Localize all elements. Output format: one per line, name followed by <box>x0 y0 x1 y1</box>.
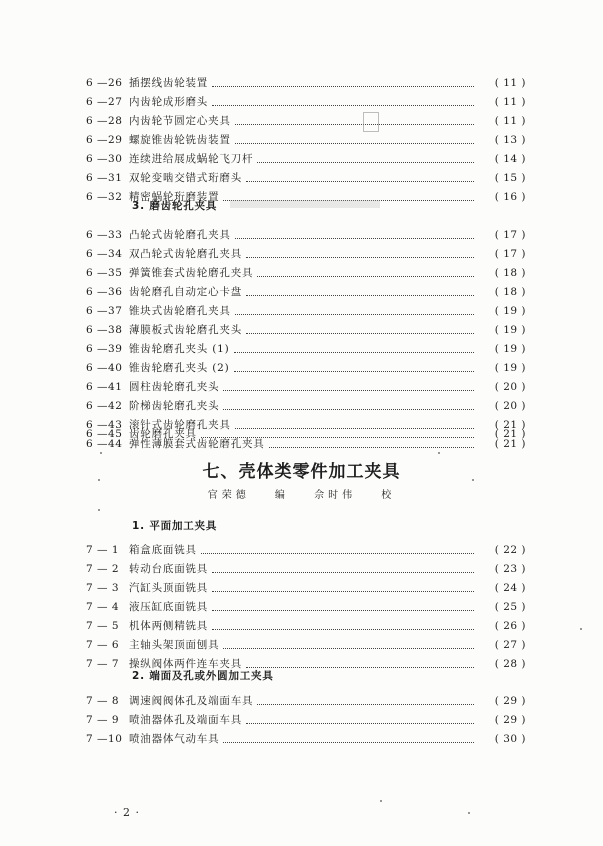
toc-entry <box>86 226 526 244</box>
leader-dots <box>246 256 474 258</box>
entry-number: 6 —31 <box>86 172 123 184</box>
entry-number: 6 —35 <box>86 267 123 279</box>
leader-dots <box>234 370 474 372</box>
toc-entry <box>86 579 526 597</box>
entry-page: ( 18 ) <box>494 267 526 279</box>
leader-dots <box>212 609 474 611</box>
entry-title: 滚针式齿轮磨孔夹具 <box>129 419 231 431</box>
entry-page: ( 15 ) <box>494 172 526 184</box>
entry-title: 薄膜板式齿轮磨孔夹头 <box>129 324 242 336</box>
entry-number: 6 —40 <box>86 362 123 374</box>
leader-dots <box>246 332 474 334</box>
entry-page: ( 19 ) <box>494 343 526 355</box>
toc-entry <box>86 74 526 92</box>
entry-title: 锥齿轮磨孔夹头 (1) <box>129 343 230 355</box>
entry-number: 6 —41 <box>86 381 123 393</box>
entry-page: ( 25 ) <box>494 601 526 613</box>
entry-number: 6 —37 <box>86 305 123 317</box>
entry-title: 双凸轮式齿轮磨孔夹具 <box>129 248 242 260</box>
entry-number: 6 —36 <box>86 286 123 298</box>
entry-title: 内齿轮节圆定心夹具 <box>129 115 231 127</box>
leader-dots <box>257 275 474 277</box>
leader-dots <box>212 571 474 573</box>
entry-title: 齿轮磨孔夹具 <box>129 428 197 440</box>
toc-entry <box>86 131 526 149</box>
entry-page: ( 23 ) <box>494 563 526 575</box>
toc-entry <box>86 169 526 187</box>
scan-speck <box>580 628 582 630</box>
entry-number: 6 —30 <box>86 153 123 165</box>
leader-dots <box>246 666 474 668</box>
entry-page: ( 13 ) <box>494 134 526 146</box>
toc-entry <box>86 93 526 111</box>
entry-title: 箱盒底面铣具 <box>129 544 197 556</box>
entry-title: 精密蜗轮珩磨装置 <box>129 191 220 203</box>
entry-page: ( 16 ) <box>494 191 526 203</box>
editors-line: 官荣德 编 佘时伟 校 <box>207 490 396 501</box>
toc-entry <box>86 321 526 339</box>
page-number: · 2 · <box>114 806 140 819</box>
leader-dots <box>223 741 474 743</box>
entry-title: 弹性薄膜套式齿轮磨孔夹具 <box>129 438 265 450</box>
entry-number: 6 —39 <box>86 343 123 355</box>
entry-number: 6 —28 <box>86 115 123 127</box>
entry-title: 液压缸底面铣具 <box>129 601 209 613</box>
leader-dots <box>235 237 474 239</box>
entry-page: ( 20 ) <box>494 400 526 412</box>
leader-dots <box>212 85 474 87</box>
entry-number: 6 —38 <box>86 324 123 336</box>
scan-speck <box>438 452 440 454</box>
entry-title: 凸轮式齿轮磨孔夹具 <box>129 229 231 241</box>
entry-number: 6 —32 <box>86 191 123 203</box>
toc-entry <box>86 560 526 578</box>
toc-entry <box>86 730 526 748</box>
entry-number: 6 —34 <box>86 248 123 260</box>
entry-number: 7 — 1 <box>86 544 120 556</box>
entry-page: ( 24 ) <box>494 582 526 594</box>
leader-dots <box>212 104 474 106</box>
entry-page: ( 29 ) <box>494 714 526 726</box>
entry-title: 喷油器体气动车具 <box>129 733 220 745</box>
entry-number: 6 —42 <box>86 400 123 412</box>
entry-title: 操纵阀体两件连车夹具 <box>129 658 242 670</box>
entry-number: 7 — 5 <box>86 620 120 632</box>
entry-title: 喷油器体孔及端面车具 <box>129 714 242 726</box>
entry-number: 6 —26 <box>86 77 123 89</box>
entry-title: 调速阀阀体孔及端面车具 <box>129 695 254 707</box>
leader-dots <box>257 703 474 705</box>
scan-speck <box>98 509 100 511</box>
entry-title: 弹簧锥套式齿轮磨孔夹具 <box>129 267 254 279</box>
toc-entry <box>86 112 526 130</box>
entry-number: 7 — 6 <box>86 639 120 651</box>
entry-page: ( 19 ) <box>494 362 526 374</box>
entry-title: 插摆线齿轮装置 <box>129 77 209 89</box>
scan-speck <box>472 479 474 481</box>
entry-title: 锥块式齿轮磨孔夹具 <box>129 305 231 317</box>
toc-entry <box>86 264 526 282</box>
entry-title: 内齿轮成形磨头 <box>129 96 209 108</box>
entry-number: 6 —27 <box>86 96 123 108</box>
entry-title: 螺旋锥齿轮铣齿装置 <box>129 134 231 146</box>
entry-number: 7 —10 <box>86 733 123 745</box>
leader-dots <box>235 313 474 315</box>
entry-page: ( 19 ) <box>494 305 526 317</box>
leader-dots <box>246 180 474 182</box>
entry-page: ( 22 ) <box>494 544 526 556</box>
toc-entry <box>86 636 526 654</box>
entry-number: 7 — 2 <box>86 563 120 575</box>
section-heading: 2. 端面及孔或外圆加工夹具 <box>132 670 274 682</box>
entry-page: ( 20 ) <box>494 381 526 393</box>
section-heading: 1. 平面加工夹具 <box>132 520 218 532</box>
entry-number: 6 —45 <box>86 428 123 440</box>
leader-dots <box>235 142 474 144</box>
scan-speck <box>380 800 382 802</box>
section-heading: 3. 磨齿轮孔夹具 <box>132 200 218 212</box>
entry-page: ( 27 ) <box>494 639 526 651</box>
entry-title: 圆柱齿轮磨孔夹头 <box>129 381 220 393</box>
entry-page: ( 11 ) <box>494 96 526 108</box>
scan-smudge <box>363 112 379 132</box>
entry-page: ( 14 ) <box>494 153 526 165</box>
leader-dots <box>212 590 474 592</box>
leader-dots <box>223 389 474 391</box>
leader-dots <box>246 294 474 296</box>
entry-number: 7 — 8 <box>86 695 120 707</box>
entry-page: ( 11 ) <box>494 115 526 127</box>
leader-dots <box>257 161 474 163</box>
entry-number: 7 — 7 <box>86 658 120 670</box>
entry-page: ( 21 ) <box>494 428 526 440</box>
leader-dots <box>223 408 474 410</box>
leader-dots <box>201 436 474 438</box>
scan-speck <box>468 812 470 814</box>
toc-entry <box>86 150 526 168</box>
toc-entry <box>86 245 526 263</box>
entry-page: ( 21 ) <box>494 419 526 431</box>
entry-title: 连续进给展成蜗轮飞刀杆 <box>129 153 254 165</box>
leader-dots <box>223 647 474 649</box>
entry-number: 6 —44 <box>86 438 123 450</box>
scan-smudge <box>230 200 380 208</box>
toc-entry <box>86 302 526 320</box>
entry-page: ( 26 ) <box>494 620 526 632</box>
toc-entry <box>86 283 526 301</box>
entry-title: 主轴头架顶面刨具 <box>129 639 220 651</box>
toc-entry <box>86 711 526 729</box>
scan-speck <box>98 479 100 481</box>
leader-dots <box>235 123 474 125</box>
entry-page: ( 28 ) <box>494 658 526 670</box>
entry-title: 锥齿轮磨孔夹头 (2) <box>129 362 230 374</box>
entry-number: 7 — 3 <box>86 582 120 594</box>
toc-entry <box>86 617 526 635</box>
leader-dots <box>201 552 474 554</box>
entry-number: 7 — 9 <box>86 714 120 726</box>
chapter-title: 七、壳体类零件加工夹具 <box>202 462 401 482</box>
toc-entry <box>86 425 526 443</box>
entry-title: 双轮变啮交错式珩磨头 <box>129 172 242 184</box>
toc-entry <box>86 598 526 616</box>
entry-page: ( 17 ) <box>494 248 526 260</box>
toc-entry <box>86 692 526 710</box>
entry-number: 7 — 4 <box>86 601 120 613</box>
entry-number: 6 —43 <box>86 419 123 431</box>
entry-title: 汽缸头顶面铣具 <box>129 582 209 594</box>
leader-dots <box>212 628 474 630</box>
scan-speck <box>100 452 102 454</box>
entry-page: ( 17 ) <box>494 229 526 241</box>
toc-entry <box>86 359 526 377</box>
toc-entry <box>86 378 526 396</box>
toc-entry <box>86 340 526 358</box>
leader-dots <box>234 351 474 353</box>
toc-entry <box>86 541 526 559</box>
leader-dots <box>269 446 474 448</box>
entry-title: 阶梯齿轮磨孔夹头 <box>129 400 220 412</box>
entry-number: 6 —33 <box>86 229 123 241</box>
toc-entry <box>86 397 526 415</box>
entry-page: ( 18 ) <box>494 286 526 298</box>
entry-page: ( 11 ) <box>494 77 526 89</box>
entry-page: ( 30 ) <box>494 733 526 745</box>
entry-number: 6 —29 <box>86 134 123 146</box>
entry-page: ( 29 ) <box>494 695 526 707</box>
leader-dots <box>246 722 474 724</box>
entry-title: 转动台底面铣具 <box>129 563 209 575</box>
entry-page: ( 21 ) <box>494 438 526 450</box>
entry-title: 机体两侧精铣具 <box>129 620 209 632</box>
entry-page: ( 19 ) <box>494 324 526 336</box>
entry-title: 齿轮磨孔自动定心卡盘 <box>129 286 242 298</box>
